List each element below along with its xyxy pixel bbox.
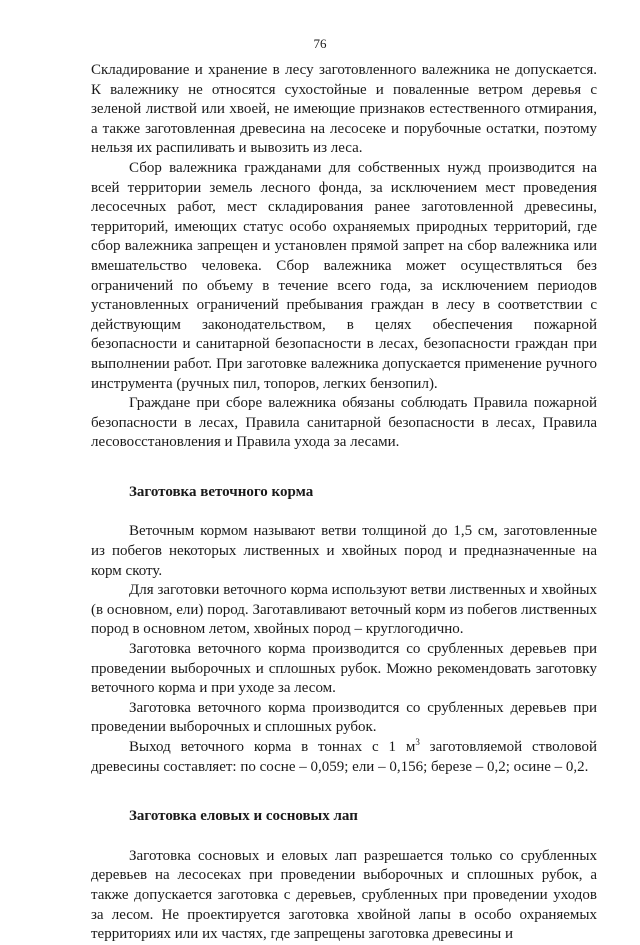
paragraph: [91, 738, 597, 777]
paragraph: Для заготовки веточного корма используют ветви лиственных и хвойных (в основном, ели) пород. Заготавливают веточный корм из побегов лиственных пород в основном летом, хвойных пород – круглогодично.: [91, 582, 597, 638]
section-heading: Заготовка еловых и сосновых лап: [129, 808, 358, 825]
spacer: [91, 453, 597, 483]
paragraph: Сбор валежника гражданами для собственных нужд производится на всей территории земель лесного фонда, за исключением мест проведения лесосечных работ, мест складирования ранее заготовленной древесины, территорий, имеющих статус особо охраняемых природных территорий, где сбор валежника запрещен и установлен прямой запрет на сбор валежника или вмешательство человека. Сбор валежника может осуществляться без ограничений по объему в течение всего года, за исключением периодов установленных ограничений пребывания граждан в лесу в соответствии с действующим законодательством, в целях обеспечения пожарной безопасности и санитарной безопасности в лесах, безопасности граждан при выполнении работ. При заготовке валежника допускается применение ручного инструмента (ручных пил, топоров, легких бензопил).: [91, 159, 597, 392]
paragraph: Заготовка веточного корма производится со срубленных деревьев при проведении выборочных и сплошных рубок. Можно рекомендовать заготовку веточного корма и при уходе за лесом.: [91, 641, 597, 697]
superscript: 3: [415, 737, 420, 747]
paragraph: Веточным кормом называют ветви толщиной до 1,5 см, заготовленные из побегов некоторых лиственных и хвойных пород и предназначенные на корм скоту.: [91, 523, 597, 579]
paragraph-text: заготовляемой стволовой древесины составляет: по сосне – 0,059; ели – 0,156; березе – 0,2; осине – 0,2.: [91, 739, 597, 775]
spacer: [91, 502, 597, 522]
paragraph: Заготовка сосновых и еловых лап разрешается только со срубленных деревьев на лесосеках при проведении выборочных и сплошных рубок, а также допускается заготовка с деревьев, срубленных при проведении уходов за лесом. Не проектируется заготовка хвойной лапы в особо охраняемых территориях или их частях, где запрещены заготовка древесины и: [91, 847, 597, 943]
document-body: [91, 61, 597, 945]
paragraph-text: Выход веточного корма в тоннах с 1 м: [129, 739, 416, 755]
spacer: [91, 827, 597, 847]
paragraph: Складирование и хранение в лесу заготовленного валежника не допускается. К валежнику не относятся сухостойные и поваленные ветром деревья с зеленой листвой или хвоей, не имеющие признаков естественного отмирания, а также заготовленная древесина на лесосеке и порубочные остатки, поэтому нельзя их распиливать и вывозить из леса.: [91, 62, 597, 157]
page-number: 76: [313, 36, 327, 51]
spacer: [91, 777, 597, 807]
section-heading: Заготовка веточного корма: [129, 483, 314, 500]
paragraph: Граждане при сборе валежника обязаны соблюдать Правила пожарной безопасности в лесах, Правила санитарной безопасности в лесах, Правила лесовосстановления и Правила ухода за лесами.: [91, 395, 597, 451]
paragraph: Заготовка веточного корма производится со срубленных деревьев при проведении выборочных и сплошных рубок.: [91, 699, 597, 736]
